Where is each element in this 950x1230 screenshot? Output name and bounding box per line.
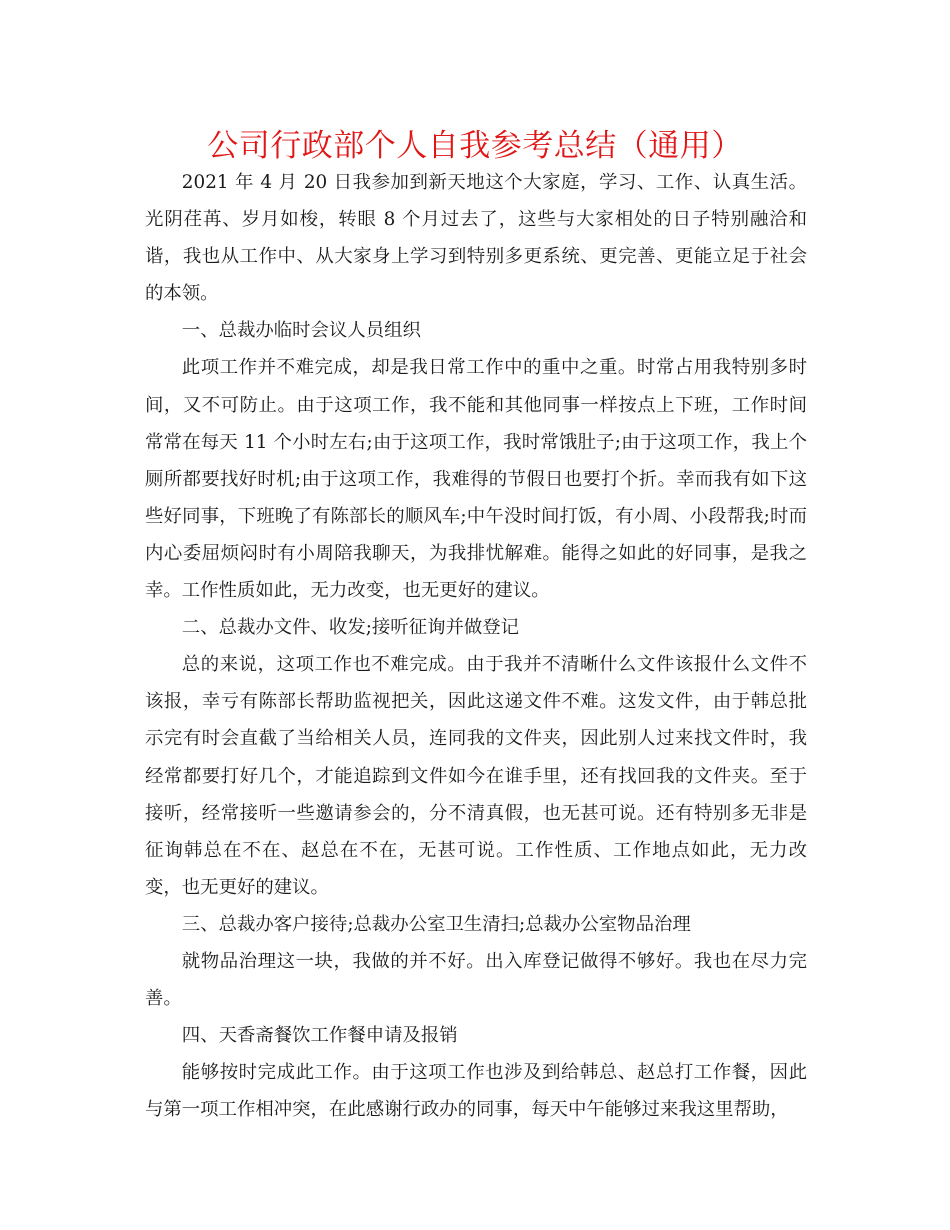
section-1-paragraph: 此项工作并不难完成，却是我日常工作中的重中之重。时常占用我特别多时间，又不可防止。由于这项工作，我不能和其他同事一样按点上下班，工作时间常常在每天 11 个小时左右;由于这项工作，我时常饿肚子;由于这项工作，我上个厕所都要找好时机;由于这项工作，我难得的节假日也要打个折。幸而我有如下这些好同事，下班晚了有陈部长的顺风车;中午没时间打饭，有小周、小段帮我;时而内心委屈烦闷时有小周陪我聊天，为我排忧解难。能得之如此的好同事，是我之幸。工作性质如此，无力改变，也无更好的建议。 (145, 357, 807, 602)
section-heading-1: 一、总裁办临时会议人员组织 (181, 320, 421, 342)
document-body (145, 164, 807, 1128)
section-3-paragraph: 就物品治理这一块，我做的并不好。出入库登记做得不够好。我也在尽力完善。 (145, 950, 807, 1010)
intro-paragraph: 2021 年 4 月 20 日我参加到新天地这个大家庭，学习、工作、认真生活。光阴荏苒、岁月如梭，转眼 8 个月过去了，这些与大家相处的日子特别融洽和谐，我也从工作中、从大家身上学习到特别多更系统、更完善、更能立足于社会的本领。 (145, 172, 807, 305)
section-heading-4: 四、天香斋餐饮工作餐申请及报销 (181, 1025, 458, 1047)
section-4-paragraph: 能够按时完成此工作。由于这项工作也涉及到给韩总、赵总打工作餐，因此与第一项工作相冲突，在此感谢行政办的同事，每天中午能够过来我这里帮助， (145, 1062, 807, 1121)
section-heading-2: 二、总裁办文件、收发;接听征询并做登记 (181, 617, 520, 639)
section-2-paragraph: 总的来说，这项工作也不难完成。由于我并不清晰什么文件该报什么文件不该报，幸亏有陈部长帮助监视把关，因此这递文件不难。这发文件，由于韩总批示完有时会直截了当给相关人员，连同我的文件夹，因此别人过来找文件时，我经常都要打好几个，才能追踪到文件如今在谁手里，还有找回我的文件夹。至于接听，经常接听一些邀请参会的，分不清真假，也无甚可说。还有特别多无非是征询韩总在不在、赵总在不在，无甚可说。工作性质、工作地点如此，无力改变，也无更好的建议。 (145, 654, 807, 898)
document-title: 公司行政部个人自我参考总结（通用） (207, 128, 743, 164)
section-heading-3: 三、总裁办客户接待;总裁办公室卫生清扫;总裁办公室物品治理 (181, 913, 691, 935)
